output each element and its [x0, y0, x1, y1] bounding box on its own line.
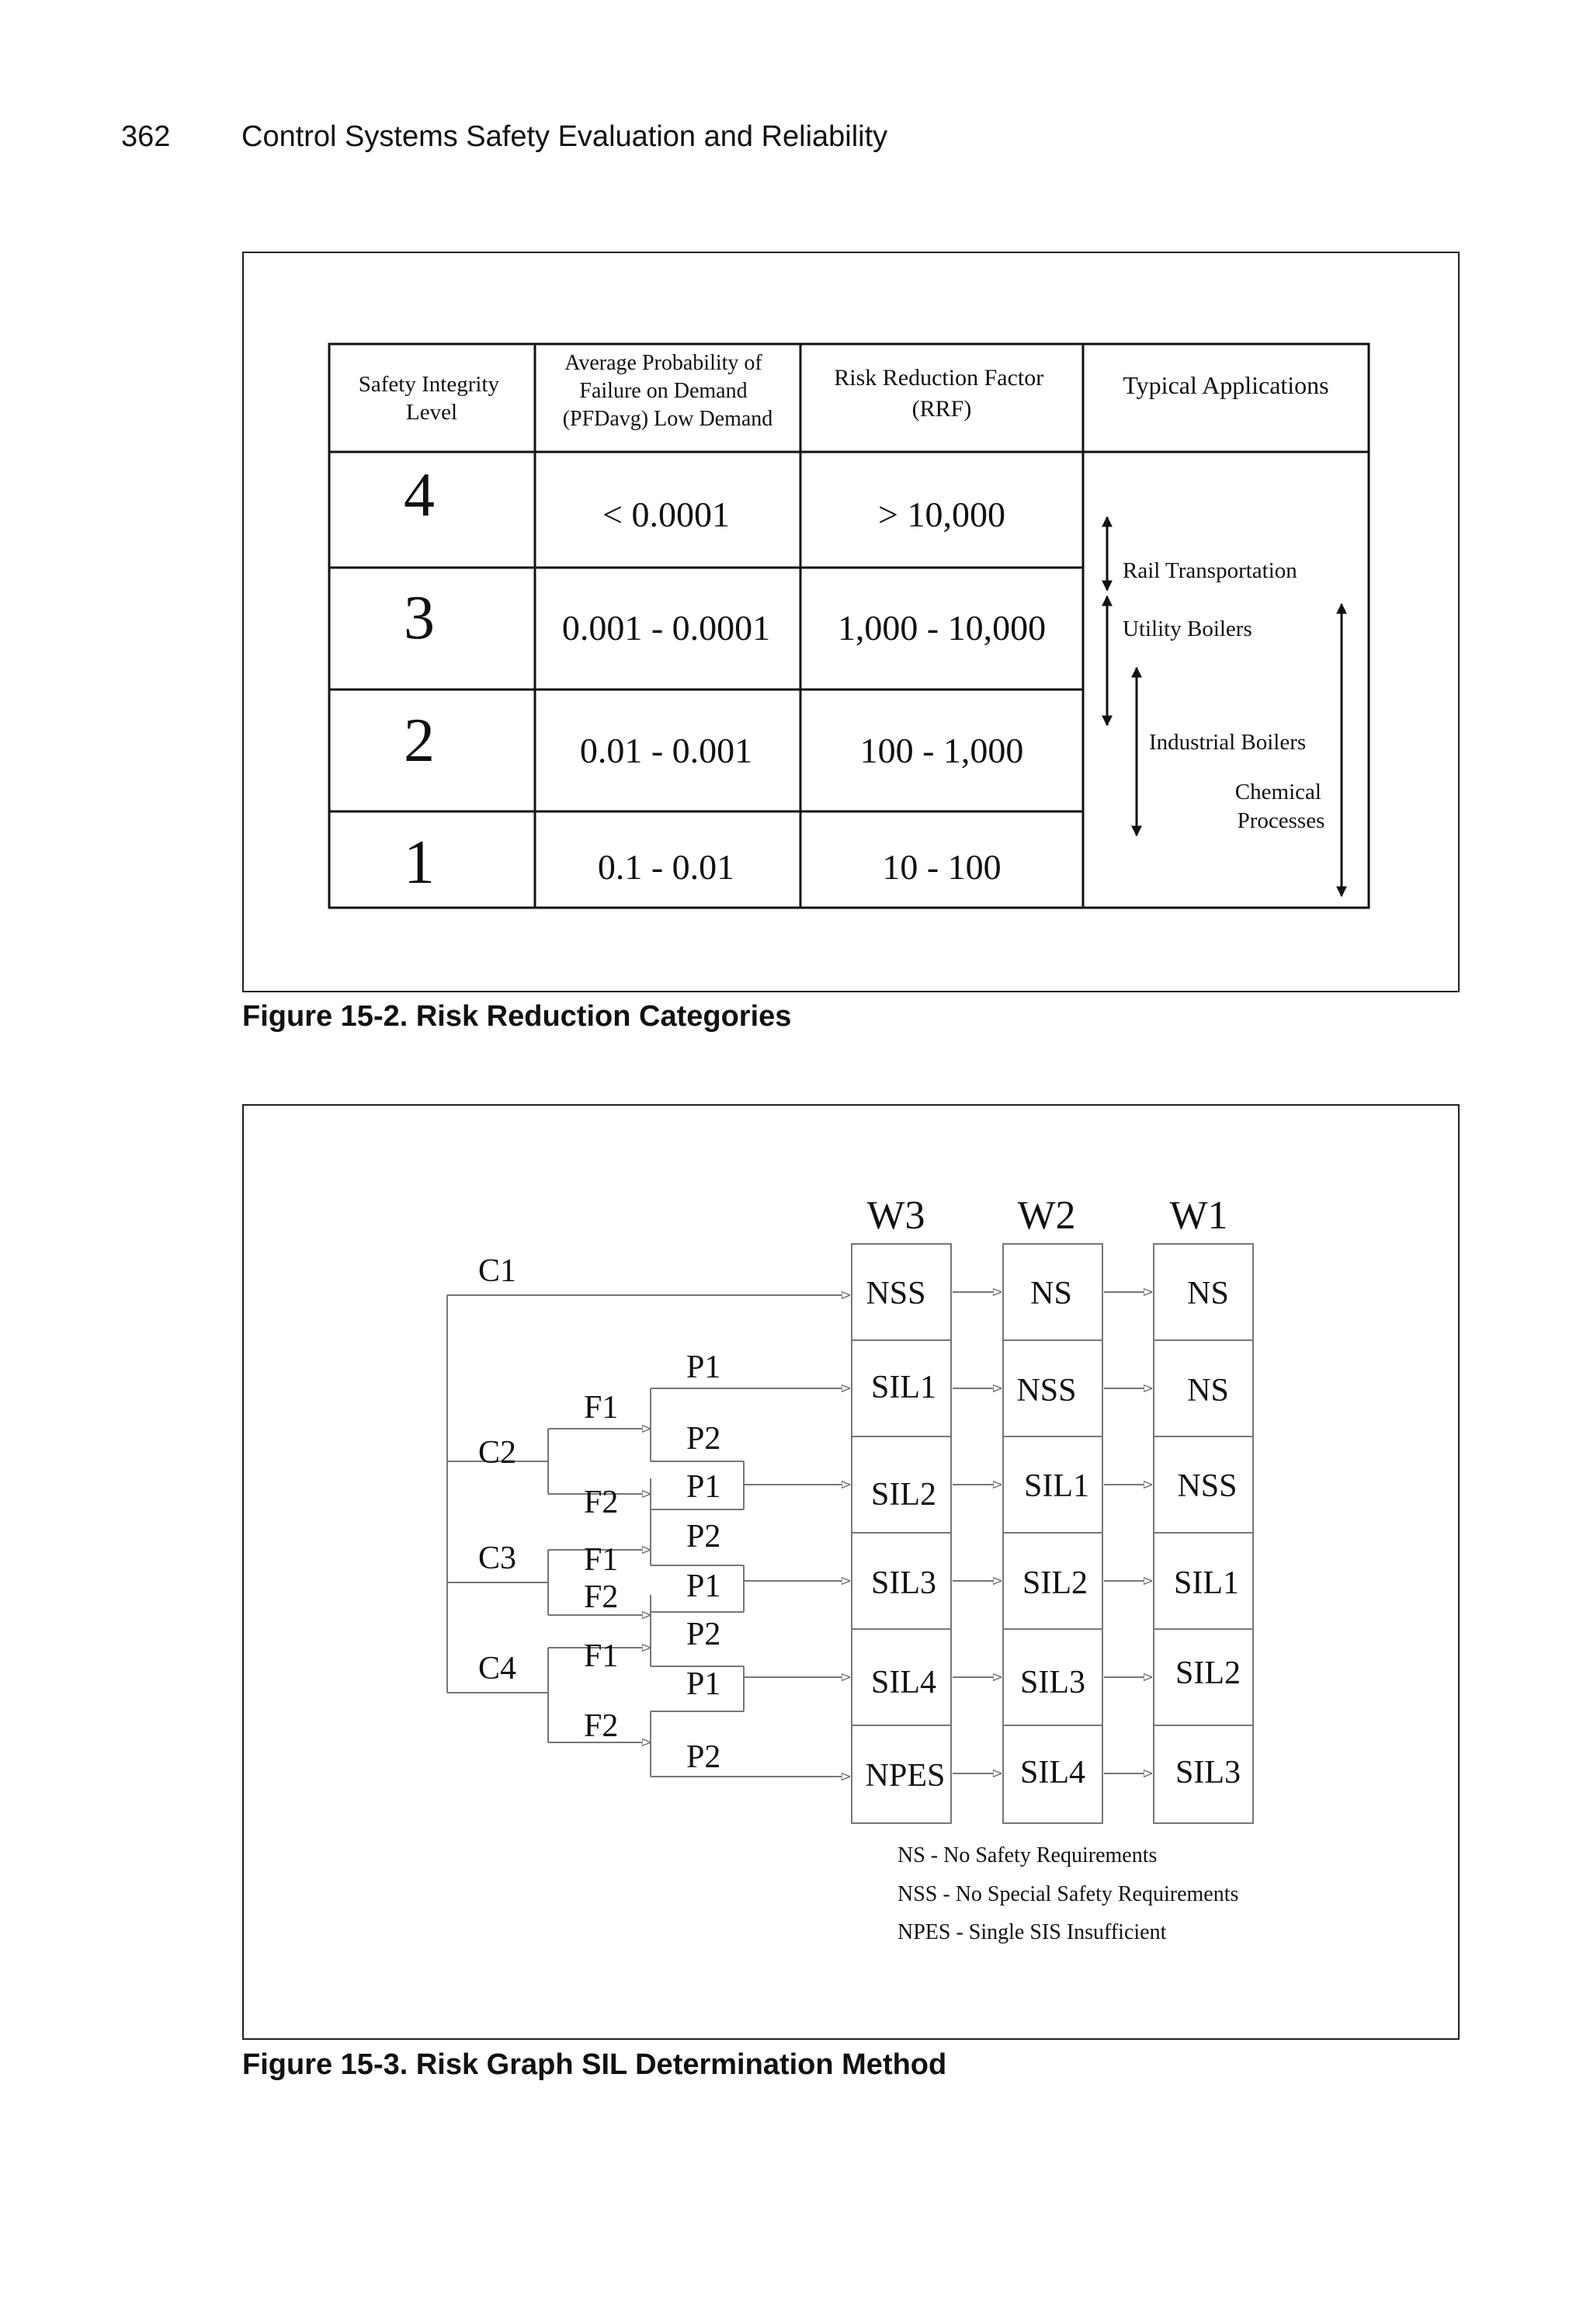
rrf-value: 1,000 - 10,000: [837, 608, 1047, 648]
running-title: Control Systems Safety Evaluation and Reliability: [241, 120, 888, 153]
figure-caption: Figure 15-2. Risk Reduction Categories: [242, 1000, 792, 1033]
probability-label: P2: [686, 1617, 721, 1652]
sil-table: [244, 253, 1458, 991]
result-cell: NSS: [1016, 1373, 1077, 1409]
result-cell: SIL2: [1022, 1565, 1088, 1601]
header-pfd: Average Probability of Failure on Demand (PFDavg) Low Demand: [562, 351, 773, 431]
result-cell: SIL2: [1175, 1655, 1241, 1691]
result-cell: NS: [1187, 1373, 1229, 1409]
exposure-labels: [584, 1390, 618, 1744]
table-row: [404, 584, 1046, 652]
table-row: [404, 829, 1002, 897]
result-cell: SIL1: [1024, 1468, 1089, 1504]
legend-item: NSS - No Special Safety Requirements: [897, 1882, 1239, 1906]
table-row: [404, 461, 1005, 534]
legend-item: NS - No Safety Requirements: [897, 1843, 1158, 1867]
result-cell: SIL3: [1020, 1665, 1085, 1700]
result-cell: SIL3: [1175, 1755, 1241, 1791]
sil-value: 2: [404, 707, 435, 775]
pfd-value: < 0.0001: [602, 495, 730, 534]
consequence-label: C4: [478, 1651, 517, 1687]
exposure-label: F1: [584, 1638, 619, 1674]
page-header: [121, 120, 887, 154]
probability-label: P1: [686, 1469, 721, 1505]
result-cell: NPES: [865, 1758, 946, 1794]
pfd-value: 0.01 - 0.001: [579, 731, 753, 770]
result-cell: NSS: [1177, 1468, 1238, 1504]
probability-label: P2: [686, 1519, 721, 1555]
consequence-labels: [478, 1253, 516, 1687]
figure-risk-reduction-categories: [242, 252, 1460, 992]
result-cell: SIL4: [1020, 1755, 1085, 1791]
result-cell: NS: [1187, 1276, 1229, 1311]
result-cells: [866, 1276, 1241, 1794]
consequence-label: C3: [478, 1541, 517, 1576]
probability-label: P2: [686, 1421, 721, 1457]
exposure-label: F2: [584, 1708, 619, 1744]
exposure-label: F2: [584, 1579, 619, 1615]
pfd-value: 0.001 - 0.0001: [561, 608, 771, 648]
exposure-label: F1: [584, 1542, 619, 1578]
column-header-w1: W1: [1169, 1193, 1228, 1238]
table-row: [404, 707, 1023, 775]
result-cell: SIL2: [871, 1477, 936, 1513]
sil-value: 3: [404, 584, 435, 652]
application-label: Utility Boilers: [1123, 617, 1252, 641]
probability-label: P1: [686, 1350, 721, 1385]
figure-risk-graph: [242, 1104, 1460, 2040]
decision-tree: [447, 1295, 850, 1777]
rrf-value: 100 - 1,000: [859, 731, 1024, 770]
consequence-label: C1: [478, 1253, 517, 1289]
probability-label: P1: [686, 1666, 721, 1702]
rrf-value: > 10,000: [878, 495, 1005, 534]
legend-item: NPES - Single SIS Insufficient: [897, 1920, 1167, 1944]
sil-value: 4: [404, 461, 435, 530]
pfd-value: 0.1 - 0.01: [597, 847, 735, 887]
sil-value: 1: [404, 829, 435, 897]
probability-label: P2: [686, 1739, 721, 1775]
result-cell: SIL4: [871, 1665, 936, 1700]
column-header-w2: W2: [1017, 1193, 1076, 1238]
application-label: Rail Transportation: [1123, 558, 1297, 583]
result-cell: SIL3: [871, 1565, 936, 1601]
risk-graph: [244, 1106, 1458, 2038]
result-cell: SIL1: [1174, 1565, 1239, 1601]
exposure-label: F2: [584, 1485, 619, 1520]
result-cell: NS: [1030, 1276, 1072, 1311]
column-header-w3: W3: [866, 1193, 925, 1238]
probability-label: P1: [686, 1568, 721, 1604]
rrf-value: 10 - 100: [882, 847, 1002, 887]
result-grid: [852, 1244, 1253, 1823]
figure-caption: Figure 15-3. Risk Graph SIL Determination Method: [242, 2048, 947, 2081]
exposure-label: F1: [584, 1390, 619, 1426]
result-cell: SIL1: [871, 1370, 936, 1405]
header-rrf: Risk Reduction Factor (RRF): [834, 365, 1044, 422]
page-number: 362: [121, 120, 171, 153]
result-cell: NSS: [866, 1276, 926, 1311]
legend: [897, 1843, 1238, 1944]
application-label: Chemical Processes: [1234, 780, 1325, 833]
header-sil: Safety Integrity Level: [358, 372, 499, 425]
application-label: Industrial Boilers: [1149, 730, 1307, 755]
consequence-label: C2: [478, 1435, 517, 1471]
header-applications: Typical Applications: [1123, 371, 1329, 399]
